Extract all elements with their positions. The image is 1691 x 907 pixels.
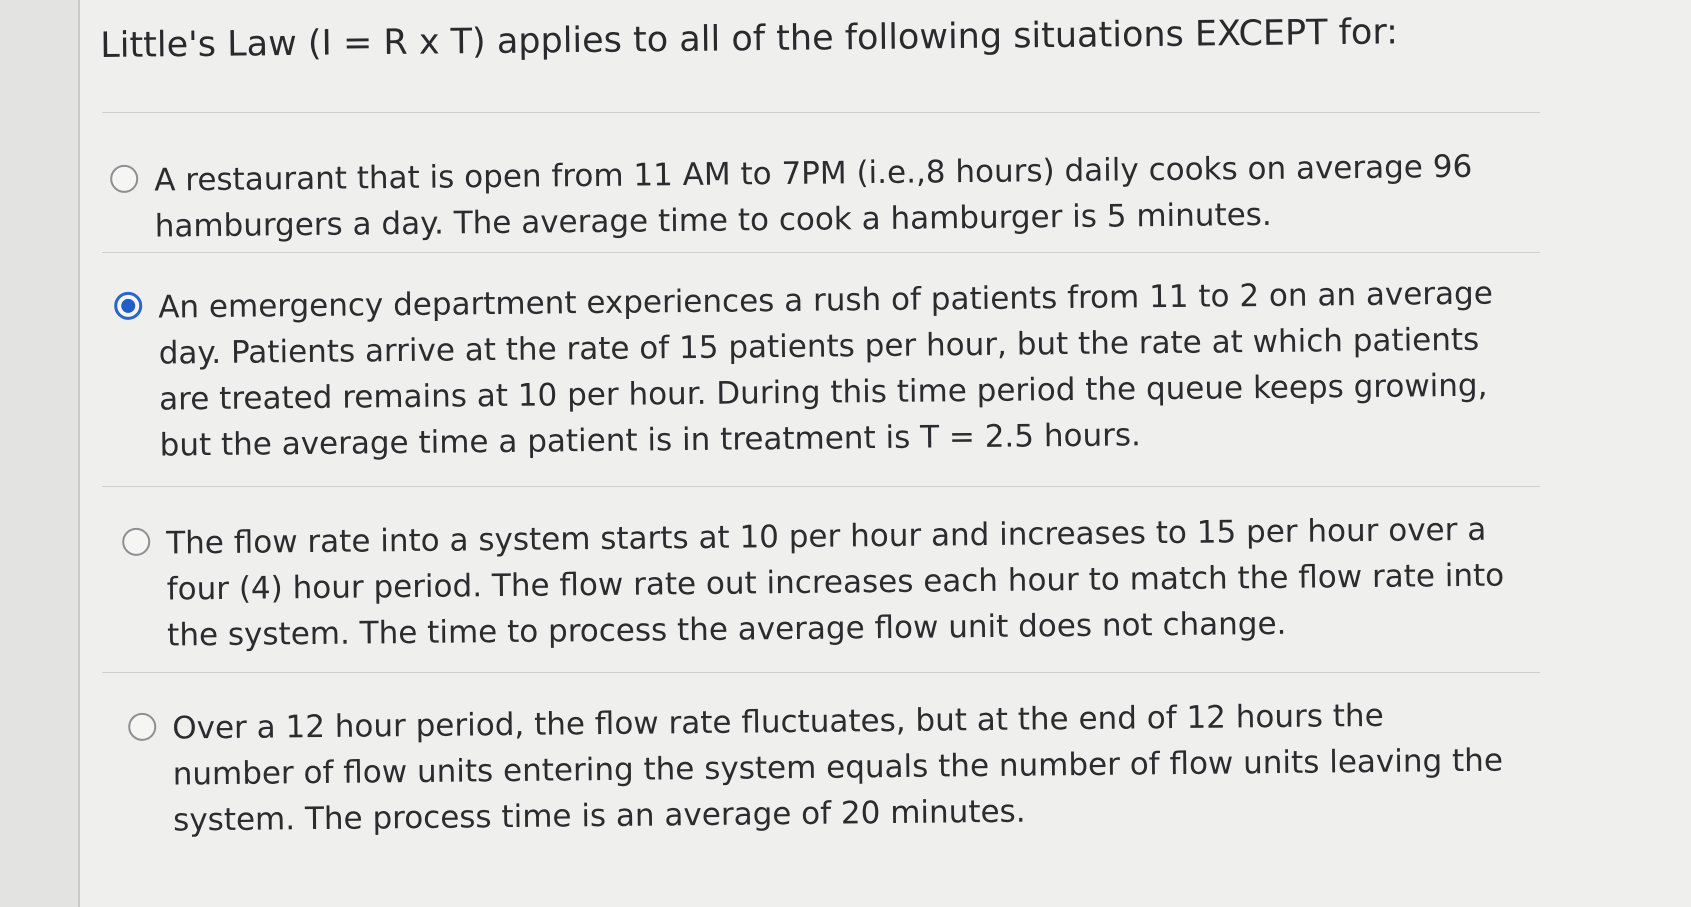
- radio-button[interactable]: [128, 713, 156, 741]
- answer-option-label: A restaurant that is open from 11 AM to 7PM (i.e.,8 hours) daily cooks on average 96 hamburgers a day. The average time to cook a hamburger is 5 minutes.: [154, 148, 1473, 245]
- selected-radio-button[interactable]: [114, 292, 142, 320]
- divider: [102, 112, 1540, 113]
- left-gutter: [0, 0, 80, 907]
- answer-option-label: Over a 12 hour period, the flow rate fluctuates, but at the end of 12 hours the number of flow units entering the system equals the number of flow units leaving the system. The process time is an average of 20 minutes.: [172, 697, 1504, 839]
- answer-option-2[interactable]: [114, 270, 1526, 465]
- question-panel: [80, 0, 1691, 907]
- divider: [102, 672, 1540, 673]
- radio-button[interactable]: [110, 165, 138, 193]
- answer-option-3[interactable]: [122, 506, 1533, 661]
- answer-option-label: The flow rate into a system starts at 10 per hour and increases to 15 per hour over a four (4) hour period. The flow rate out increases each hour to match the flow rate into the system. The time to process the average flow unit does not change.: [166, 511, 1505, 654]
- divider: [102, 486, 1540, 487]
- question-prompt: Little's Law (I = R x T) applies to all of the following situations EXCEPT for:: [100, 12, 1399, 66]
- answer-option-1[interactable]: [110, 143, 1521, 248]
- answer-option-label: An emergency department experiences a rush of patients from 11 to 2 on an average day. Patients arrive at the rate of 15 patients per hour, but the rate at which patients are treated remains at 10 per hour. During this time period the queue keeps growing, but the average time a patient is in treatment is T = 2.5 hours.: [158, 275, 1493, 464]
- radio-button[interactable]: [122, 528, 150, 556]
- divider: [102, 252, 1540, 253]
- answer-option-4[interactable]: [128, 691, 1539, 846]
